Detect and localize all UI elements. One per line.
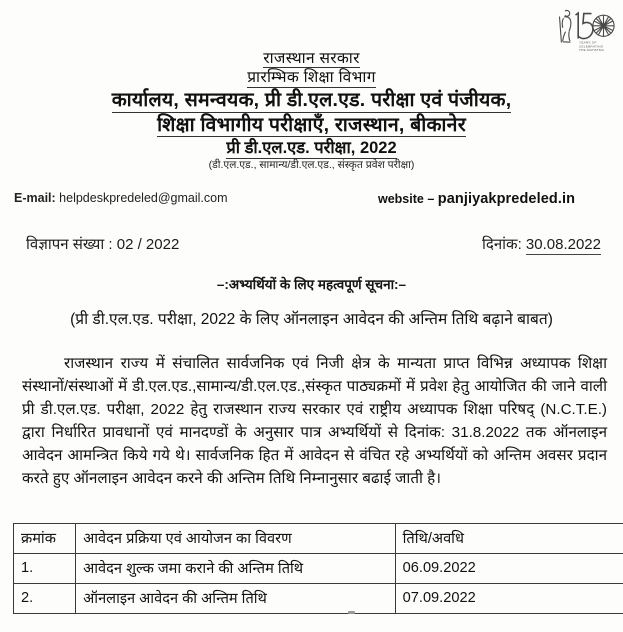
- table-cell-date: 07.09.2022: [395, 584, 623, 614]
- header-exam-title: [0, 139, 623, 158]
- website-block: [378, 191, 575, 207]
- advertisement-number-label: विज्ञापन संख्या :: [26, 236, 113, 253]
- email-block: [14, 191, 228, 205]
- notice-body-paragraph: [22, 352, 607, 491]
- advertisement-number-value: 02 / 2022: [116, 236, 180, 253]
- website-value[interactable]: panjiyakpredeled.in: [437, 191, 576, 207]
- document-date: [482, 234, 601, 254]
- header-government-text: राजस्थान सरकार: [263, 50, 360, 67]
- header-office-line-2-text: शिक्षा विभागीय परीक्षाएँ, राजस्थान, बीकानेर: [157, 113, 466, 136]
- header-office-line-1: [0, 90, 623, 113]
- header-exam-title-text: प्री डी.एल.एड. परीक्षा, 2022: [226, 139, 397, 158]
- table-cell-description: आवेदन शुल्क जमा कराने की अन्तिम तिथि: [76, 554, 396, 584]
- document-date-label: दिनांक:: [482, 236, 522, 253]
- header-exam-subtitle: (डी.एल.एड., सामान्य/डी.एल.एड., संस्कृत प्रवेश परीक्षा): [208, 158, 415, 171]
- website-label: website –: [378, 192, 435, 206]
- table-header-serial: क्रमांक: [14, 524, 76, 554]
- table-header-description: आवेदन प्रक्रिया एवं आयोजन का विवरण: [76, 524, 396, 554]
- advertisement-number: [26, 234, 179, 254]
- document-header: [0, 50, 623, 174]
- document-date-value: 30.08.2022: [525, 236, 601, 253]
- notice-subject: (प्री डी.एल.एड. परीक्षा, 2022 के लिए ऑनलाइन आवेदन की अन्तिम तिथि बढ़ाने बाबत): [70, 311, 553, 328]
- header-government: [0, 50, 623, 68]
- header-office-line-2: [0, 115, 623, 138]
- notice-body-text: राजस्थान राज्य में संचालित सार्वजनिक एवं निजी क्षेत्र के मान्यता प्राप्त विभिन्न अध्यापक शिक्षा संस्थानों/संस्थाओं में डी.एल.एड.,सामान्य/डी.एल.एड.,संस्कृत पाठ्यक्रमों में प्रवेश हेतु आयोजित की जाने वाली प्री डी.एल.एड. परीक्षा, 2022 हेतु राजस्थान राज्य सरकार एवं राष्ट्रीय अध्यापक शिक्षा परिषद् (N.C.T.E.) द्वारा निर्धारित प्रावधानों एवं मानदण्डों के अनुसार पात्र अभ्यर्थियों से दिनांक: 31.8.2022 तक ऑनलाइन आवेदन आमन्त्रित किये गये थे। सार्वजनिक हित में आवेदन से वंचित रहे अभ्यर्थियों को अन्तिम अवसर प्रदान करते हुए ऑनलाइन आवेदन करने की अन्तिम तिथि निम्नानुसार बढाई जाती है।: [22, 355, 607, 488]
- header-office-line-1-text: कार्यालय, समन्वयक, प्री डी.एल.एड. परीक्षा एवं पंजीयक,: [111, 88, 512, 111]
- table-header-row: [14, 524, 623, 554]
- table-cell-description: ऑनलाइन आवेदन की अन्तिम तिथि: [76, 584, 396, 614]
- scan-artifact-mark: [348, 611, 355, 614]
- table-row: [14, 584, 623, 614]
- header-department: [0, 69, 623, 87]
- gandhi-150-logo: [553, 2, 615, 54]
- table-header-date: तिथि/अवधि: [395, 524, 623, 554]
- table-row: [14, 554, 623, 584]
- contact-row: [0, 191, 623, 211]
- table-cell-serial: 2.: [14, 584, 76, 614]
- header-department-text: प्रारम्भिक शिक्षा विभाग: [247, 69, 376, 87]
- meta-row: [0, 234, 623, 258]
- table-cell-serial: 1.: [14, 554, 76, 584]
- logo-caption-line1: YEARS OF: [579, 40, 597, 45]
- table-cell-date: 06.09.2022: [395, 554, 623, 584]
- email-label: E-mail:: [14, 191, 56, 205]
- schedule-table: [13, 523, 623, 614]
- email-value: helpdeskpredeled@gmail.com: [59, 191, 228, 205]
- notice-heading: –:अभ्यर्थियों के लिए महत्वपूर्ण सूचना:–: [216, 277, 407, 292]
- logo-caption-line3: THE MAHATMA: [579, 48, 605, 53]
- logo-caption-line2: CELEBRATING: [579, 44, 604, 49]
